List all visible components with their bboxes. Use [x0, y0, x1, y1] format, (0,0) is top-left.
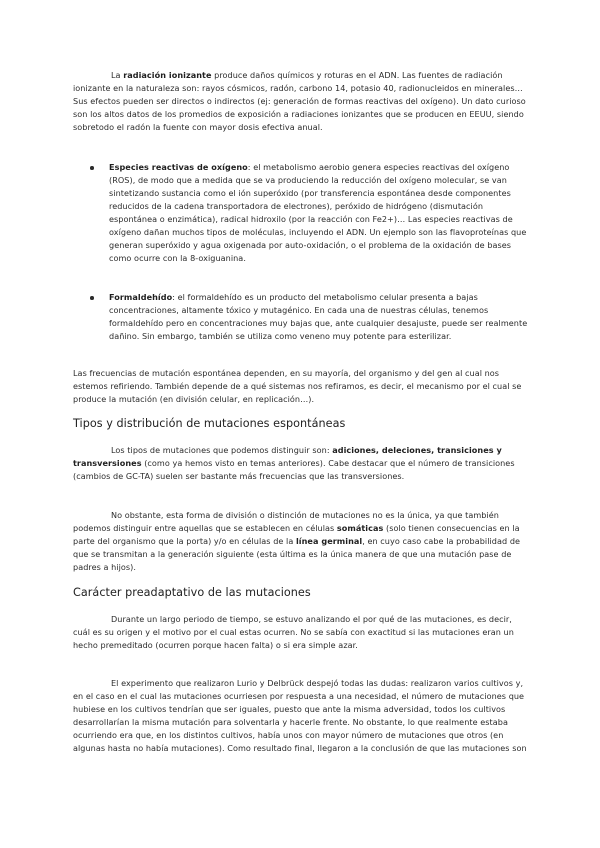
- paragraph-radiacion-ionizante: [73, 69, 529, 134]
- section-heading-tipos: Tipos y distribución de mutaciones espontáneas: [73, 417, 346, 430]
- text: (como ya hemos visto en temas anteriores). Cabe destacar que el número de transiciones (cambios de GC-TA) suelen ser bastante más frecuencias que las transversiones.: [73, 458, 515, 481]
- text: : el formaldehído es un producto del metabolismo celular presenta a bajas concentraciones, altamente tóxico y mutagénico. En cada una de nuestras células, tenemos formaldehído pero en concentraciones muy bajas que, ante cualquier desajuste, puede ser realmente dañino. Sin embargo, también se utiliza como veneno muy potente para esterilizar.: [109, 292, 528, 341]
- bullet-item-especies-reactivas: [109, 161, 529, 265]
- text: , en cuyo caso cabe la probabilidad de que se transmitan a la generación siguiente (esta última es la única manera de que una mutación pase de padres a hijos).: [73, 536, 521, 572]
- paragraph-experimento-luria-delbruck: [73, 677, 529, 755]
- text: produce daños químicos y roturas en el ADN. Las fuentes de radiación ionizante en la naturaleza son: rayos cósmicos, radón, carbono 14, potasio 40, radionucleidos en minerales…Sus efectos pueden ser directos o indirectos (ej: generación de formas reactivas del oxígeno). Un dato curioso son los altos datos de los promedios de exposición a radiaciones ionizantes que se producen en EEUU, siendo sobretodo el radón la fuente con mayor dosis efectiva anual.: [73, 70, 526, 132]
- text: La: [111, 70, 124, 80]
- bold-term-linea-germinal: línea germinal: [295, 536, 363, 546]
- text: : el metabolismo aerobio genera especies reactivas del oxígeno (ROS), de modo que a medida que se va produciendo la reducción del oxígeno molecular, se van sintetizando sustancia como el ión superóxido (por transferencia espontánea desde componentes reducidos de la cadena transportadora de electrones), peróxido de hidrógeno (dismutación espontánea o enzimática), radical hidroxilo (por la reacción con Fe2+)… Las especies reactivas de oxígeno dañan muchos tipos de moléculas, incluyendo el ADN. Un ejemplo son las flavoproteínas que generan superóxido y agua oxigenada por auto-oxidación, o el problema de la oxidación de bases como ocurre con la 8-oxiguanina.: [109, 162, 527, 263]
- paragraph-tipos: [73, 444, 529, 483]
- text: Los tipos de mutaciones que podemos distinguir son:: [111, 445, 333, 455]
- paragraph-frecuencias: Las frecuencias de mutación espontánea dependen, en su mayoría, del organismo y del gen al cual nos estemos refiriendo. También depende de a qué sistemas nos refiramos, es decir, el mecanismo por el cual se produce la mutación (en división celular, en replicación…).: [73, 368, 522, 404]
- bold-term-formaldehido: Formaldehído: [109, 292, 173, 302]
- bullet-item-formaldehido: [109, 291, 529, 343]
- bold-term-somaticas: somáticas: [336, 523, 384, 533]
- text: El experimento que realizaron Lurio y Delbrück despejó todas las dudas: realizaron varios cultivos y, en el caso en el cual las mutaciones ocurriesen por respuesta a una necesidad, el número de mutaciones que hubiese en los cultivos tendrían que ser iguales, puesto que ante la misma adversidad, todos los cultivos desarrollarían la misma mutación para solventarla y hacerle frente. No obstante, lo que realmente estaba ocurriendo era que, en los distintos cultivos, había unos con mayor número de mutaciones que otros (en algunas hasta no había mutaciones). Como resultado final, llegaron a la conclusión de que las mutaciones son: [73, 678, 527, 753]
- bullet-icon: [90, 296, 94, 300]
- section-heading-caracter-preadaptativo: Carácter preadaptativo de las mutaciones: [73, 586, 311, 599]
- text: No obstante, esta forma de división o distinción de mutaciones no es la única, ya que también podemos distinguir entre aquellas que se establecen en células: [73, 510, 499, 533]
- text: Durante un largo periodo de tiempo, se estuvo analizando el por qué de las mutaciones, es decir, cuál es su origen y el motivo por el cual estas ocurren. No se sabía con exactitud si las mutaciones eran un hecho premeditado (ocurren porque hacen falta) o si era simple azar.: [73, 614, 514, 650]
- paragraph-origen-mutaciones: [73, 613, 529, 652]
- bold-term-radiacion-ionizante: radiación ionizante: [123, 70, 212, 80]
- text: (solo tienen consecuencias en la parte del organismo que la porta) y/o en células de la: [73, 523, 520, 546]
- bold-term-especies-reactivas: Especies reactivas de oxígeno: [109, 162, 248, 172]
- paragraph-somaticas-germinal: [73, 509, 529, 574]
- bullet-icon: [90, 166, 94, 170]
- bold-term-tipos-mutaciones: adiciones, deleciones, transiciones y transversiones: [73, 445, 502, 468]
